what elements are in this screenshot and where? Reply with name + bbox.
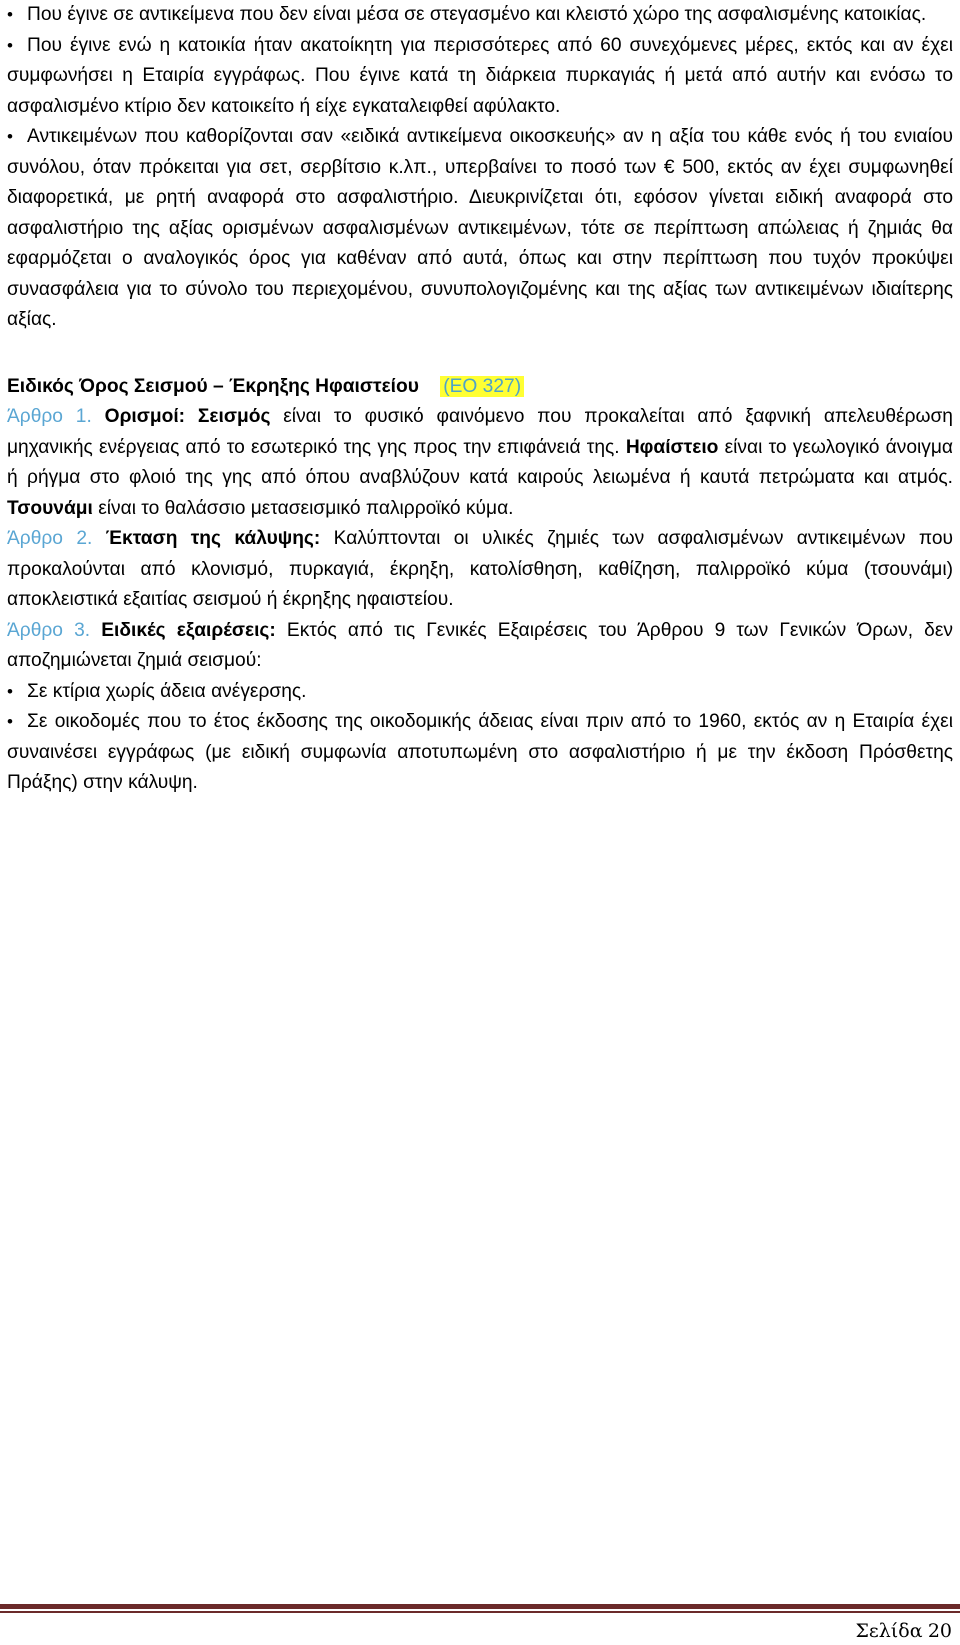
term-volcano: Ηφαίστειο [625, 436, 719, 458]
page-content [7, 0, 953, 799]
page-number-value: 20 [927, 1620, 952, 1642]
list-item-text: Αντικειμένων που καθορίζονται σαν «ειδικά αντικείμενα οικοσκευής» αν η αξία του κάθε ενός ή του ενιαίου συνόλου, όταν πρόκειται για σετ, σερβίτσιο κ.λπ., υπερβαίνει το ποσό των € 500, εκτός αν έχει συμφωνηθεί διαφορετικά, με ρητή αναφορά στο ασφαλιστήριο. Διευκρινίζεται ότι, εφόσον γίνεται ειδική αναφορά στο ασφαλιστήριο της αξίας ορισμένων ασφαλισμένων αντικειμένων, τότε σε περίπτωση απώλειας ή ζημιάς θα εφαρμόζεται ο αναλογικός όρος για καθέναν από αυτά, όπως και στην περίπτωση που τυχόν προκύψει συνασφάλεια για το σύνολο του περιεχομένου, συνυπολογιζομένης και της αξίας των αντικειμένων ιδιαίτερης αξίας. [7, 126, 953, 330]
article-label: Άρθρο 1. [7, 406, 92, 427]
article-2 [7, 524, 953, 616]
page-label: Σελίδα [855, 1620, 923, 1642]
article-text: Εκτός από τις Γενικές Εξαιρέσεις του Άρθρου 9 των Γενικών Όρων, δεν αποζημιώνεται ζημιά σεισμού: [7, 619, 954, 671]
list-item-text: Που έγινε ενώ η κατοικία ήταν ακατοίκητη για περισσότερες από 60 συνεχόμενες μέρες, εκτός και αν έχει συμφωνήσει η Εταιρία εγγράφως. Που έγινε κατά τη διάρκεια πυρκαγιάς ή μετά από αυτήν και ενόσω το ασφαλισμένο κτίριο δεν κατοικείτο ή είχε εγκαταλειφθεί αφύλακτο. [7, 34, 953, 117]
list-item-text: Που έγινε σε αντικείμενα που δεν είναι μέσα σε στεγασμένο και κλειστό χώρο της ασφαλισμένης κατοικίας. [27, 4, 927, 25]
list-item-text: Σε κτίρια χωρίς άδεια ανέγερσης. [27, 680, 307, 702]
list-item [7, 0, 953, 31]
article-text: Καλύπτονται οι υλικές ζημιές των ασφαλισμένων αντικειμένων που προκαλούνται από κλονισμό, πυρκαγιά, έκρηξη, κατολίσθηση, καθίζηση, παλιρροϊκό κύμα (τσουνάμι) αποκλειστικά εξαιτίας σεισμού ή έκρηξης ηφαιστείου. [7, 528, 953, 610]
definition-text: είναι το γεωλογικό άνοιγμα ή ρήγμα στο φλοιό της γης από όπου αναβλύζουν κατά καιρούς λειωμένα ή καυτά πετρώματα και ατμός. [7, 436, 953, 488]
term-seismos: Σεισμός [197, 406, 271, 427]
footer-rule-thin [0, 1611, 960, 1613]
article-1 [7, 402, 953, 524]
list-item [7, 677, 953, 708]
section-heading [7, 372, 953, 403]
definition-text: είναι το φυσικό φαινόμενο που προκαλείται από ξαφνική απελευθέρωση μηχανικής ενέργειας από το εσωτερικό της γης προς την επιφάνειά της. [7, 406, 953, 458]
article-3 [7, 616, 953, 677]
bullet-icon [7, 707, 27, 738]
list-item [7, 707, 953, 799]
article-label: Άρθρο 3. [7, 619, 91, 641]
article-heading: Έκταση της κάλυψης: [105, 528, 321, 549]
article-heading: Ειδικές εξαιρέσεις: [101, 619, 276, 641]
bullet-icon [7, 122, 27, 153]
definition-text: είναι το θαλάσσιο μετασεισμικό παλιρροϊκό κύμα. [92, 497, 514, 519]
bullet-icon [7, 31, 27, 62]
bullet-icon [7, 0, 27, 31]
section-code-highlight: (ΕΟ 327) [440, 376, 524, 397]
article-label: Άρθρο 2. [7, 528, 93, 549]
bullet-icon [7, 677, 27, 708]
page-number [855, 1618, 952, 1645]
list-item [7, 122, 953, 336]
section-title: Ειδικός Όρος Σεισμού – Έκρηξης Ηφαιστείου [7, 375, 419, 397]
article-heading: Ορισμοί: [104, 406, 186, 427]
list-item-text: Σε οικοδομές που το έτος έκδοσης της οικοδομικής άδειας είναι πριν από το 1960, εκτός αν η Εταιρία έχει συναινέσει εγγράφως (με ειδική συμφωνία αποτυπωμένη στο ασφαλιστήριο ή με την έκδοση Πρόσθετης Πράξης) στην κάλυψη. [7, 711, 953, 793]
footer-rule [0, 1604, 960, 1609]
term-tsunami: Τσουνάμι [7, 497, 93, 519]
spacer [7, 336, 953, 366]
list-item [7, 31, 953, 123]
